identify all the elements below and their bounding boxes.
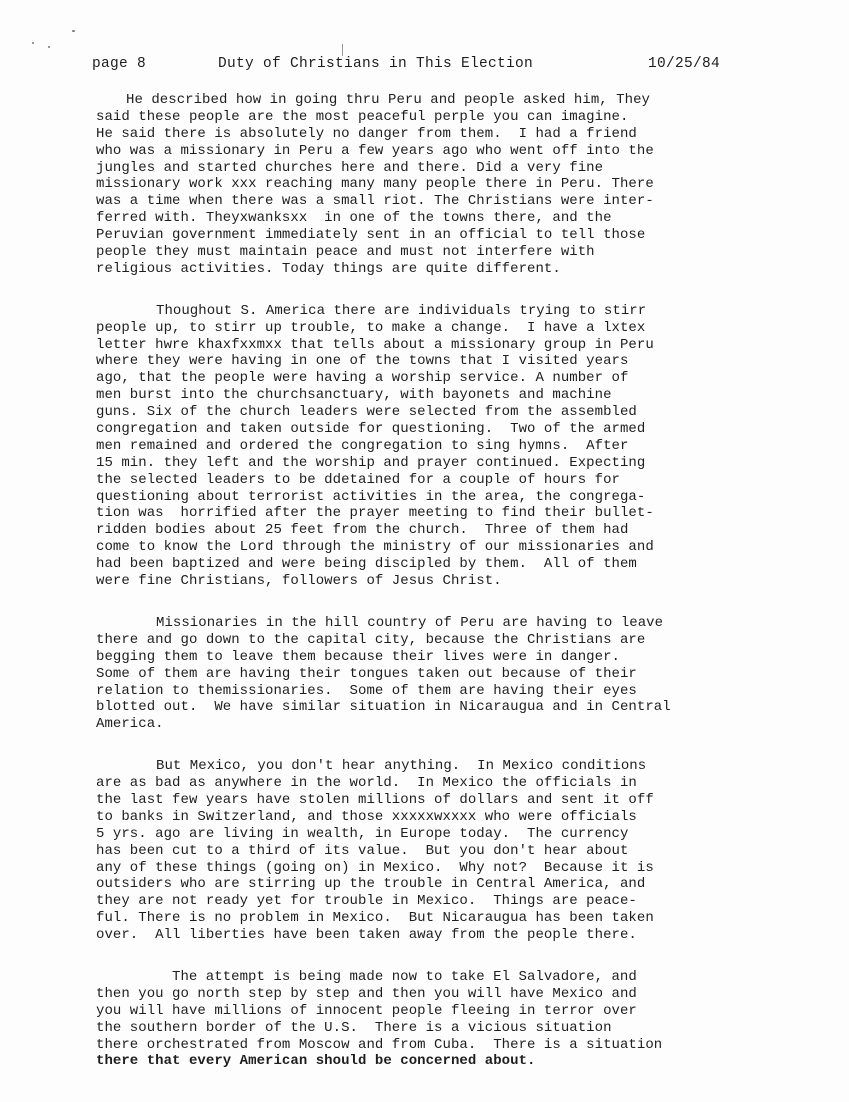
text-line: people they must maintain peace and must not interfere with <box>96 244 595 261</box>
text-line: ago, that the people were having a worship service. A number of <box>96 370 629 387</box>
text-line: He said there is absolutely no danger from them. I had a friend <box>96 125 637 142</box>
text-line: Peruvian government immediately sent in an official to tell those <box>96 227 646 244</box>
paragraph-4 <box>96 758 816 944</box>
text-line: over. All liberties have been taken away from the people there. <box>96 927 637 944</box>
text-line: 15 min. they left and the worship and prayer continued. Expecting <box>96 454 646 471</box>
text-line: The attempt is being made now to take El Salvadore, and <box>172 968 637 985</box>
text-line: ferred with. Theyxwanksxx in one of the towns there, and the <box>96 210 612 227</box>
text-line: congregation and taken outside for questioning. Two of the armed <box>96 421 646 438</box>
text-line: Some of them are having their tongues taken out because of their <box>96 665 637 682</box>
text-line: tion was horrified after the prayer meeting to find their bullet- <box>96 505 654 522</box>
text-line: the southern border of the U.S. There is a vicious situation <box>96 1019 612 1036</box>
text-line: the last few years have stolen millions of dollars and sent it off <box>96 791 654 808</box>
text-line: has been cut to a third of its value. But you don't hear about <box>96 842 629 859</box>
text-line: men remained and ordered the congregation to sing hymns. After <box>96 437 629 454</box>
document-body <box>96 92 816 1095</box>
text-line: were fine Christians, followers of Jesus Christ. <box>96 573 502 590</box>
text-line: any of these things (going on) in Mexico. Why not? Because it is <box>96 859 654 876</box>
text-line: said these people are the most peaceful perple you can imagine. <box>96 108 629 125</box>
text-line: Missionaries in the hill country of Peru are having to leave <box>156 614 664 631</box>
text-line: missionary work xxx reaching many many people there in Peru. There <box>96 176 654 193</box>
text-line: Thoughout S. America there are individuals trying to stirr <box>156 302 647 319</box>
text-line: are as bad as anywhere in the world. In Mexico the officials in <box>96 775 637 792</box>
text-line: ful. There is no problem in Mexico. But Nicaraugua has been taken <box>96 910 654 927</box>
text-line: there and go down to the capital city, because the Christians are <box>96 631 646 648</box>
paragraph-5 <box>96 969 816 1070</box>
paragraph-3 <box>96 615 816 733</box>
text-line: they are not ready yet for trouble in Mexico. Things are peace- <box>96 893 637 910</box>
text-line: you will have millions of innocent people fleeing in terror over <box>96 1002 637 1019</box>
text-line: there orchestrated from Moscow and from Cuba. There is a situation <box>96 1036 663 1053</box>
text-line: outsiders who are stirring up the trouble in Central America, and <box>96 876 646 893</box>
text-line: there that every American should be concerned about. <box>96 1053 536 1070</box>
text-line: men burst into the churchsanctuary, with bayonets and machine <box>96 387 612 404</box>
text-line: come to know the Lord through the ministry of our missionaries and <box>96 539 654 556</box>
text-line: who was a missionary in Peru a few years ago who went off into the <box>96 142 654 159</box>
text-line: 5 yrs. ago are living in wealth, in Europe today. The currency <box>96 825 629 842</box>
text-line: begging them to leave them because their lives were in danger. <box>96 648 620 665</box>
text-line: guns. Six of the church leaders were selected from the assembled <box>96 404 637 421</box>
text-line: then you go north step by step and then you will have Mexico and <box>96 985 637 1002</box>
page-number: page 8 <box>92 56 147 72</box>
page-header <box>92 56 772 76</box>
paragraph-2 <box>96 303 816 590</box>
text-line: questioning about terrorist activities in the area, the congrega- <box>96 488 646 505</box>
text-line: ridden bodies about 25 feet from the church. Three of them had <box>96 522 629 539</box>
text-line: religious activities. Today things are quite different. <box>96 260 561 277</box>
text-line: the selected leaders to be ddetained for a couple of hours for <box>96 471 620 488</box>
text-line: was a time when there was a small riot. The Christians were inter- <box>96 193 654 210</box>
text-line: people up, to stirr up trouble, to make a change. I have a lxtex <box>96 319 646 336</box>
page-title: Duty of Christians in This Election <box>218 56 534 72</box>
paragraph-1 <box>96 92 816 278</box>
page-date: 10/25/84 <box>648 56 721 72</box>
text-line: relation to themissionaries. Some of them are having their eyes <box>96 682 637 699</box>
scan-mark <box>342 44 343 56</box>
scan-specks <box>28 28 88 58</box>
text-line: had been baptized and were being discipled by them. All of them <box>96 556 637 573</box>
text-line: But Mexico, you don't hear anything. In Mexico conditions <box>156 758 647 775</box>
text-line: letter hwre khaxfxxmxx that tells about a missionary group in Peru <box>96 336 654 353</box>
text-line: jungles and started churches here and there. Did a very fine <box>96 159 604 176</box>
text-line: He described how in going thru Peru and people asked him, They <box>126 92 650 108</box>
text-line: America. <box>96 716 164 733</box>
text-line: where they were having in one of the towns that I visited years <box>96 353 629 370</box>
text-line: blotted out. We have similar situation in Nicaraugua and in Central <box>96 699 671 716</box>
text-line: to banks in Switzerland, and those xxxxxwxxxx who were officials <box>96 808 637 825</box>
